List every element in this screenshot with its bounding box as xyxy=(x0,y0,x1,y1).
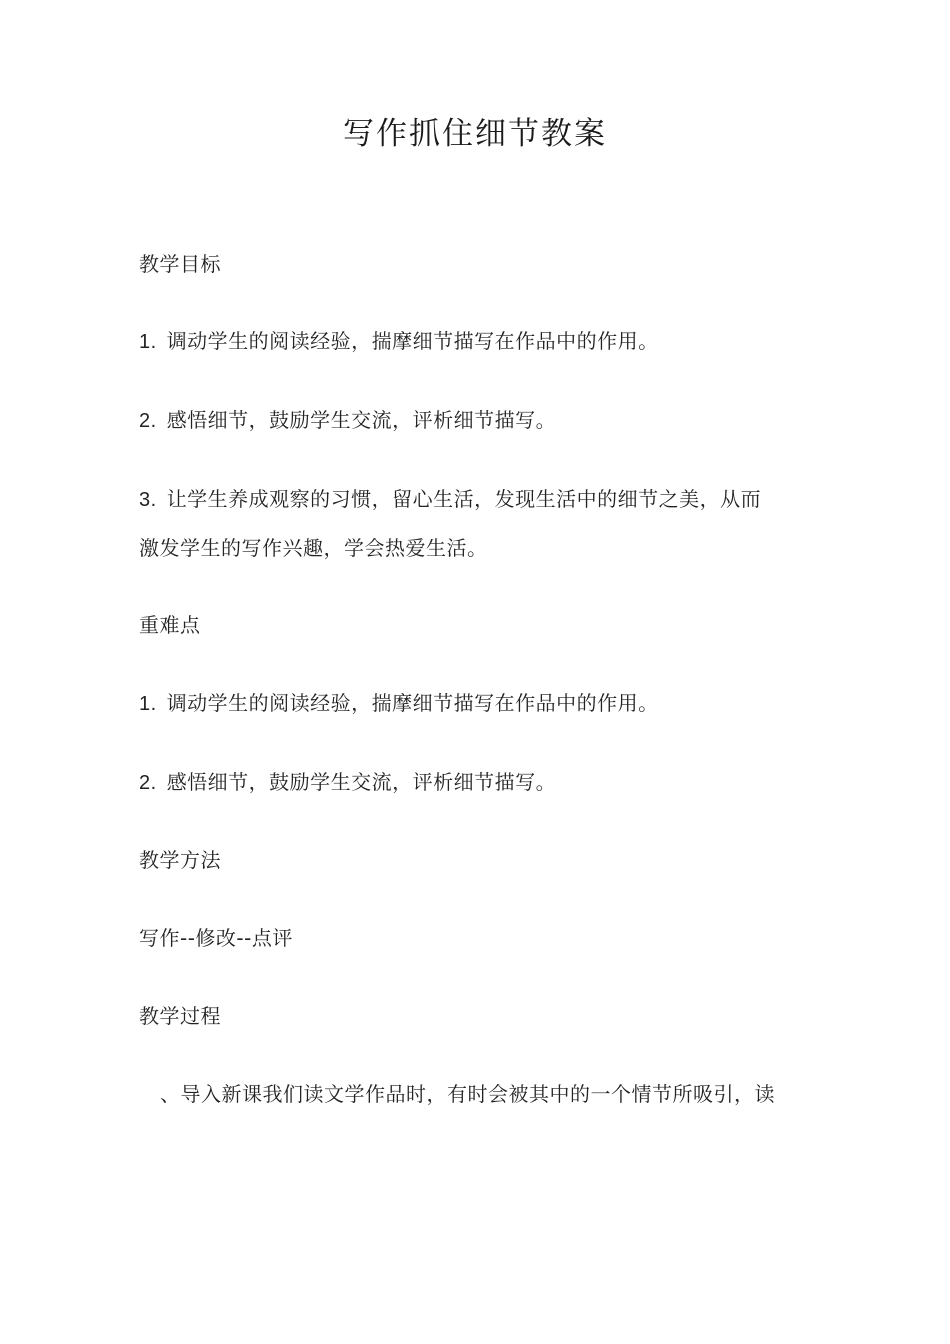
document-title: 写作抓住细节教案 xyxy=(343,116,607,152)
section-heading-process: 教学过程 xyxy=(139,1004,221,1028)
item-text: 调动学生的阅读经验，揣摩细节描写在作品中的作用。 xyxy=(166,691,659,715)
section-heading-key-points: 重难点 xyxy=(139,613,201,637)
objective-item-1 xyxy=(139,327,659,356)
process-text: 、导入新课我们读文学作品时，有时会被其中的一个情节所吸引，读 xyxy=(160,1082,775,1106)
item-number: 1. xyxy=(139,331,157,353)
item-text: 感悟细节，鼓励学生交流，评析细节描写。 xyxy=(166,408,557,432)
methods-text: 写作--修改--点评 xyxy=(139,926,293,950)
item-number: 2. xyxy=(139,410,157,432)
item-number: 1. xyxy=(139,693,157,715)
key-point-item-2 xyxy=(139,768,556,797)
item-number: 2. xyxy=(139,772,157,794)
objective-item-2 xyxy=(139,406,556,435)
objective-item-3 xyxy=(139,485,761,514)
item-number: 3. xyxy=(139,489,157,511)
key-point-item-1 xyxy=(139,689,659,718)
objective-item-3-continuation: 激发学生的写作兴趣，学会热爱生活。 xyxy=(139,536,488,560)
item-text: 感悟细节，鼓励学生交流，评析细节描写。 xyxy=(166,770,557,794)
section-heading-objectives: 教学目标 xyxy=(139,252,221,276)
section-heading-methods: 教学方法 xyxy=(139,848,221,872)
item-text: 调动学生的阅读经验，揣摩细节描写在作品中的作用。 xyxy=(166,329,659,353)
item-text: 让学生养成观察的习惯，留心生活，发现生活中的细节之美，从而 xyxy=(166,487,762,511)
